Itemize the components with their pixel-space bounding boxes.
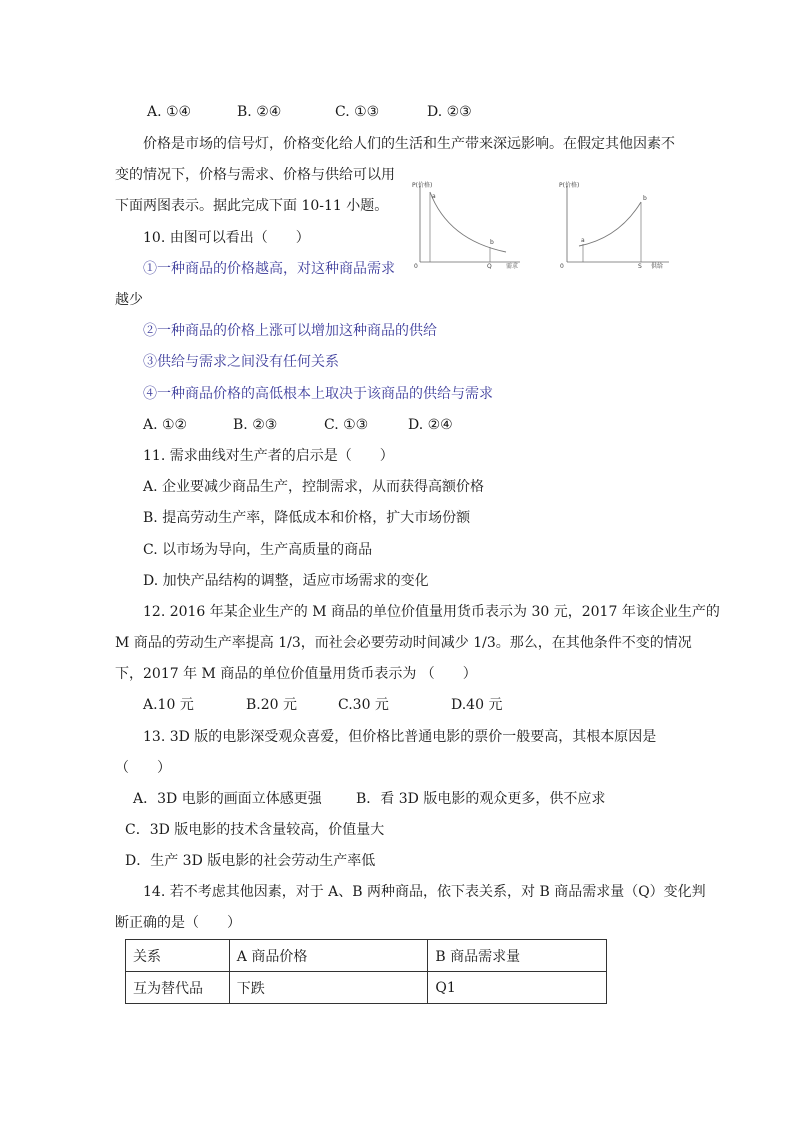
q13-option-c: C．3D 版电影的技术含量较高，价值量大 [125,822,385,838]
q12-option-b: B.20 元 [246,697,298,713]
q10-option-b: B. ②③ [233,417,278,433]
q11-stem: 11. 需求曲线对生产者的启示是（ ） [143,448,394,464]
q10-option-d: D. ②④ [408,417,453,433]
fig2-supply-curve [579,202,641,246]
fig1-point-b: b [490,239,494,246]
q14-line-1: 14. 若不考虑其他因素，对于 A、B 两种商品，依下表关系，对 B 商品需求量（Q）变化判 [143,884,706,900]
q10-option-c: C. ①③ [324,417,369,433]
fig2-y-label: P(价格) [559,182,580,189]
fig1-x-tick: Q [487,263,492,270]
q11-option-c: C. 以市场为导向，生产高质量的商品 [143,542,373,558]
fig2-point-b: b [643,195,647,202]
q10-item-1: ①一种商品的价格越高，对这种商品需求 [143,261,395,277]
table-cell: 互为替代品 [126,972,230,1004]
fig1-origin: 0 [414,263,418,270]
fig2-point-a: a [581,237,585,244]
q13-line-1: 13. 3D 版的电影深受观众喜爱，但价格比普通电影的票价一般要高，其根本原因是 [143,729,657,745]
q12-options [143,695,502,715]
fig1-demand-curve [430,192,506,252]
fig2-x-tick: S [638,263,642,270]
q12-line-3: 下，2017 年 M 商品的单位价值量用货币表示为 （ ） [115,666,477,682]
q11-option-d: D. 加快产品结构的调整，适应市场需求的变化 [143,573,429,589]
q14-table [125,939,607,1004]
fig2-x-label: 供给 [651,263,664,270]
q13-option-d: D．生产 3D 版电影的社会劳动生产率低 [125,853,376,869]
q9-option-a: A. ①④ [147,104,192,120]
table-cell: 下跌 [229,972,428,1004]
q12-line-2: M 商品的劳动生产率提高 1/3，而社会必要劳动时间减少 1/3。那么，在其他条件不变的情况 [115,635,692,651]
table-header-row [126,940,607,972]
q11-option-b: B. 提高劳动生产率，降低成本和价格，扩大市场份额 [143,510,471,526]
q9-options [147,102,472,122]
q10-option-a: A. ①② [143,417,188,433]
q12-option-d: D.40 元 [451,697,503,713]
q13-option-b: B．看 3D 版电影的观众更多，供不应求 [356,791,606,807]
q10-options [143,415,453,435]
fig1-point-a: a [432,193,436,200]
table-row [126,972,607,1004]
supply-curve-figure [557,178,679,270]
q9-option-d: D. ②③ [427,104,472,120]
q10-item-4: ④一种商品价格的高低根本上取决于该商品的供给与需求 [143,386,493,402]
table-header-cell: 关系 [126,940,230,972]
fig1-y-label: P(价格) [412,182,433,189]
table-header-cell: A 商品价格 [229,940,428,972]
intro-line-1: 价格是市场的信号灯，价格变化给人们的生活和生产带来深远影响。在假定其他因素不 [143,136,675,152]
q9-option-b: B. ②④ [237,104,282,120]
fig1-x-label: 需求 [506,263,519,270]
q10-item-3: ③供给与需求之间没有任何关系 [143,354,339,370]
q12-option-a: A.10 元 [143,697,194,713]
q11-option-a: A. 企业要减少商品生产，控制需求，从而获得高额价格 [143,479,485,495]
intro-line-2: 变的情况下，价格与需求、价格与供给可以用 [115,167,395,183]
table-cell: Q1 [428,972,607,1004]
table-header-cell: B 商品需求量 [428,940,607,972]
q13-option-a: A．3D 电影的画面立体感更强 [133,791,322,807]
q13-line-2: （ ） [115,760,171,776]
q10-stem: 10. 由图可以看出（ ） [143,230,310,246]
q9-option-c: C. ①③ [335,104,380,120]
q12-option-c: C.30 元 [338,697,389,713]
q10-item-2: ②一种商品的价格上涨可以增加这种商品的供给 [143,323,437,339]
demand-curve-figure [408,178,530,270]
q14-line-2: 断正确的是（ ） [115,915,241,931]
q10-item-1-cont: 越少 [115,292,143,308]
intro-line-3: 下面两图表示。据此完成下面 10-11 小题。 [115,198,389,214]
fig2-origin: 0 [560,263,564,270]
q12-line-1: 12. 2016 年某企业生产的 M 商品的单位价值量用货币表示为 30 元，2017 年该企业生产的 [143,604,720,620]
